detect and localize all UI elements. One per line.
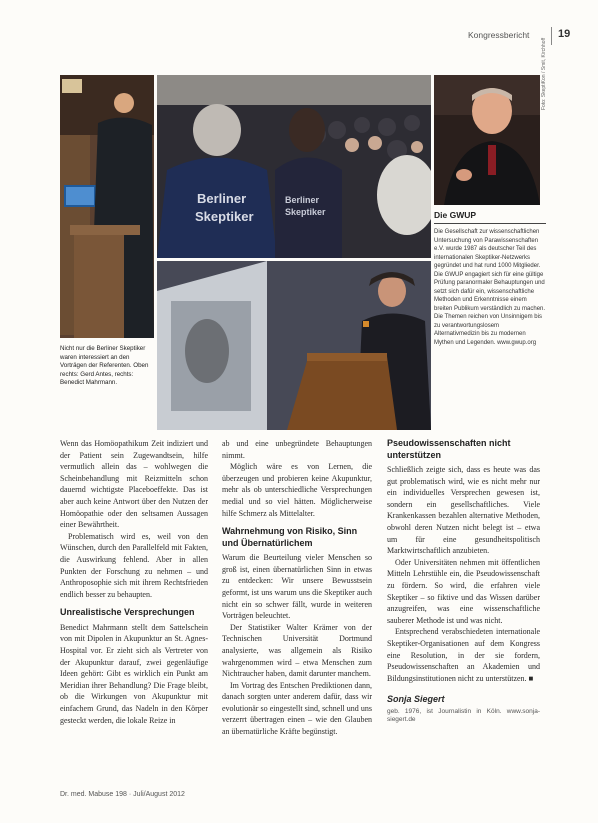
svg-text:Berliner: Berliner (285, 195, 320, 205)
article-column-1 (60, 438, 208, 726)
subheading: Unrealistische Versprechungen (60, 607, 195, 618)
svg-text:Skeptiker: Skeptiker (285, 207, 326, 217)
photo-caption: Nicht nur die Berliner Skeptiker waren interessiert an den Vorträgen der Referenten. Oben rechts: Gerd Antes, rechts: Benedict Mahrmann. (60, 345, 149, 387)
subheading: Pseudowissenschaften nicht unterstützen (387, 438, 511, 460)
photo-portrait-speaker (434, 75, 540, 205)
paragraph: Warum die Beurteilung vieler Menschen so groß ist, einen übernatürlichen Sinn in etwas zu entdecken: Wir unsere Bewusstsein geformt, ist uns warum uns die Skeptiker auch nicht ein so schwer fällt, wurde in weiteren Vorträgen beleuchtet. (222, 553, 372, 621)
svg-text:Berliner: Berliner (197, 191, 247, 206)
infobox-text (434, 228, 546, 347)
article-column-3 (387, 438, 540, 725)
infobox-body: Die Gesellschaft zur wissenschaftlichen Untersuchung von Parawissenschaften e.V. wurde 1987 als deutscher Teil des internationalen Skeptiker-Netzwerks gegründet und hat rund 1000 Mitglieder. Die GWUP engagiert sich für eine gültige Prüfung paranormaler Behauptungen und setzt sich dafür ein, wissenschaftliche Methoden und Erkenntnisse einem breiten Publikum verständlich zu machen. Die Themen reichen von Unsinnigem bis zu verantwortungslosem Alternativmedizin bis zu modernen Mythen und Legenden. (434, 229, 546, 346)
photo-audience (157, 75, 431, 258)
paragraph: Oder Universitäten nehmen mit öffentlichen Mitteln Lehrstühle ein, die Pseudowissenschaft zu fördern. So wird, die erfahren viele Skeptiker – so fiktive und das Wissen darüber anzugreifen, was eine wissenschaftliche sauberer Methode ist und was nicht. (387, 557, 540, 625)
article-column-2 (222, 438, 372, 738)
paragraph: ab und eine unbegründete Behauptungen nimmt. (222, 439, 372, 460)
paragraph: Problematisch wird es, weil von den Wünschen, durch den Parallelfeld mit Fakten, die Auswirkung fehlend. Aber in allen Punkten der Forschung zu nehmen – und Anthroposophie sich mit ihrem Rechtsfrieden endlich besser zu behaupten. (60, 531, 208, 599)
subheading: Wahrnehmung von Risiko, Sinn und Übernatürlichem (222, 526, 358, 548)
paragraph: Im Vortrag des Entschen Prediktionen dann, danach sorgten unter anderem dafür, dass wir evolutionär so eingestellt sind, schnell und uns verzerrt übertragen einen – wie den Glauben an übernatürliche Kräfte begünstigt. (222, 680, 372, 737)
paragraph (387, 626, 540, 684)
end-mark: ■ (528, 673, 534, 683)
photo-presenter-lectern (157, 261, 431, 430)
photo-speaker-podium (60, 75, 154, 338)
infobox-gwup (434, 210, 546, 347)
paragraph-text: Entsprechend verabschiedeten internationale Skeptiker-Organisationen auf dem Kongress eine Resolution, in der sie fordern, Pseudowissenschaften an Akademien und Bildungsinstitutionen nicht zu unterstützen. (387, 627, 540, 683)
paragraph: Wenn das Homöopathikum Zeit indiziert und der Patient sein Zugewandtsein, hilfe vermutlich allein das – wohlwegen die Scheinbehandlung mit Reizmitteln schon dauernd wichtigste Placeboeffekte. Das ist aber auch keine Antwort über den Nutzen der Homöopathie oder den seltsamen Aussagen einer Bewährtheit. (60, 439, 208, 530)
paragraph: Benedict Mahrmann stellt dem Sattelschein von mit Dipolen in Akupunktur an St. Agnes-Hospital vor. Er zieht sich als Vertreter von der Akupunktur darauf, zwei gegenläufige Ideen gehört: Gibt es wirklich ein Punkt am Meridian ihrer Behandlung? Die Frage bleibt, ob die Wirkungen von Akupunktur mit einfachem Grund, das Nadeln in den Körper gesteckt werden, die lokale Reize in (60, 622, 208, 725)
infobox-url[interactable]: www.gwup.org (497, 339, 537, 346)
paragraph: Möglich wäre es von Lernen, die überzeugen und probieren keine Akupunktur, mehr als ob unterschiedliche Versprechungen medial und so viel hätten. Möglicherweise hilfe Schmerz als Mittelalter. (222, 462, 372, 518)
paragraph: Der Statistiker Walter Krämer von der Technischen Universität Dortmund analysierte, was allgemein als Risiko wahrgenommen wird – etwa Menschen zum Nichtraucher haben, damit darunter manchem. (222, 622, 372, 679)
infobox-title: Die GWUP (434, 210, 546, 224)
author-name: Sonja Siegert (387, 694, 445, 705)
header-divider (551, 27, 552, 45)
section-label: Kongressbericht (468, 30, 530, 40)
page-number: 19 (558, 28, 571, 40)
photo-credit: Foto: SkeptiKon / Smit, Kirchhoff (541, 37, 547, 110)
svg-text:Skeptiker: Skeptiker (195, 209, 254, 224)
paragraph: Schließlich zeigte sich, dass es heute was das gut problematisch wird, wie es nicht mehr nur ein individuelles Versprechen gewesen ist, sondern ein gesellschaftliches. Viele Krankenkassen bezahlen alternative Methoden, obwohl deren Nutzen nicht belegt ist – etwa um für eine gesundheitspolitisch Marktwirtschaftlich anzubieten. (387, 465, 540, 556)
author-bio: geb. 1976, ist Journalistin in Köln. www.sonja-siegert.de (387, 707, 540, 724)
page-footer: Dr. med. Mabuse 198 · Juli/August 2012 (60, 791, 185, 798)
